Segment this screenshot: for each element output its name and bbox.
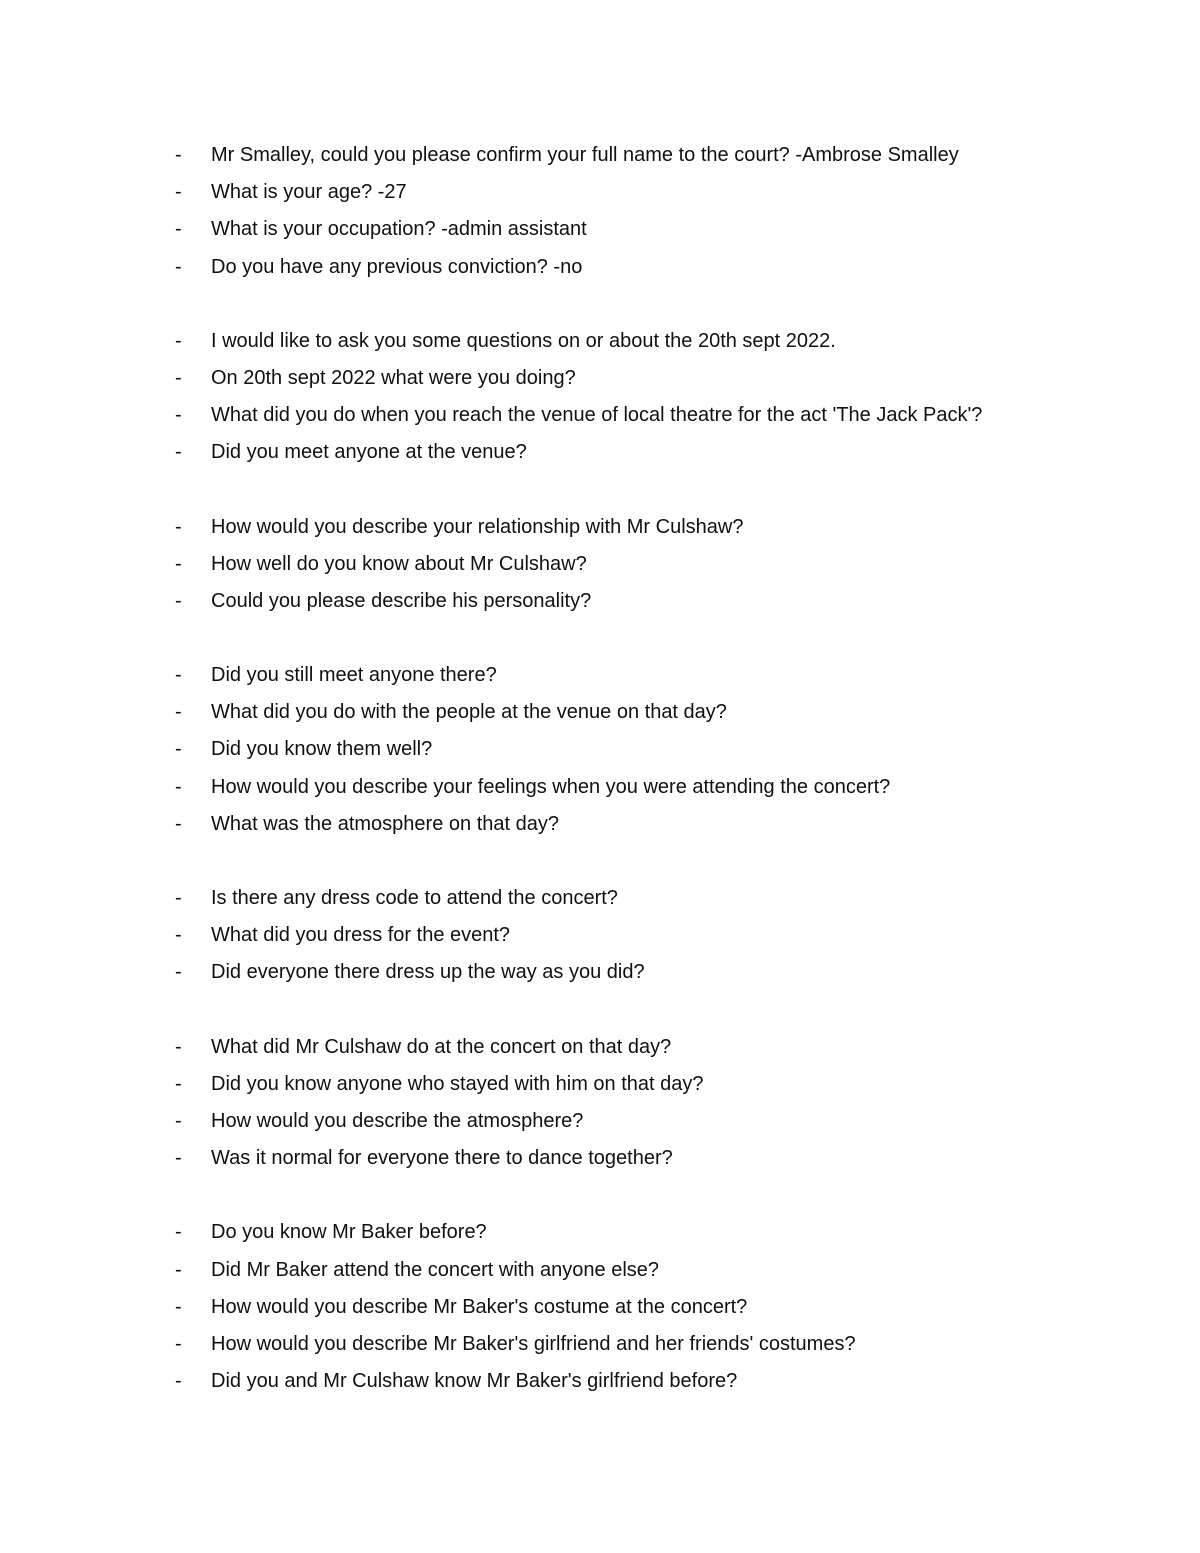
- question-group-dress-code: [175, 880, 1135, 992]
- list-item: [175, 546, 1135, 583]
- dash-bullet: -: [175, 515, 182, 538]
- question-text: Did you know anyone who stayed with him on that day?: [211, 1072, 704, 1095]
- list-item: [175, 1066, 1135, 1103]
- dash-bullet: -: [175, 1072, 182, 1095]
- list-item: [175, 917, 1135, 954]
- list-item: [175, 694, 1135, 731]
- question-text: How would you describe your feelings when you were attending the concert?: [211, 775, 891, 798]
- question-text: How would you describe your relationship with Mr Culshaw?: [211, 515, 744, 538]
- list-item: [175, 657, 1135, 694]
- list-item: [175, 806, 1135, 843]
- question-text: Did everyone there dress up the way as you did?: [211, 961, 645, 984]
- dash-bullet: -: [175, 552, 182, 575]
- question-text: Did you still meet anyone there?: [211, 664, 497, 687]
- question-text: What did you dress for the event?: [211, 924, 511, 947]
- dash-bullet: -: [175, 1147, 182, 1170]
- list-item: [175, 954, 1135, 991]
- dash-bullet: -: [175, 701, 182, 724]
- question-text: Do you know Mr Baker before?: [211, 1221, 487, 1244]
- question-text: How would you describe the atmosphere?: [211, 1109, 584, 1132]
- question-group-mr-baker: [175, 1214, 1135, 1400]
- question-list: [175, 137, 1135, 1437]
- list-item: [175, 1289, 1135, 1326]
- list-item: [175, 509, 1135, 546]
- question-text: What did Mr Culshaw do at the concert on that day?: [211, 1035, 672, 1058]
- list-item: [175, 137, 1135, 174]
- question-text: How would you describe Mr Baker's costume at the concert?: [211, 1295, 748, 1318]
- dash-bullet: -: [175, 664, 182, 687]
- list-item: [175, 434, 1135, 471]
- dash-bullet: -: [175, 255, 182, 278]
- question-text: I would like to ask you some questions on or about the 20th sept 2022.: [211, 329, 836, 352]
- list-item: [175, 211, 1135, 248]
- list-item: [175, 1326, 1135, 1363]
- dash-bullet: -: [175, 441, 182, 464]
- question-text: Did Mr Baker attend the concert with anyone else?: [211, 1258, 660, 1281]
- question-text: Did you and Mr Culshaw know Mr Baker's girlfriend before?: [211, 1370, 738, 1393]
- list-item: [175, 323, 1135, 360]
- dash-bullet: -: [175, 1295, 182, 1318]
- question-group-personal-details: [175, 137, 1135, 286]
- question-text: Do you have any previous conviction? -no: [211, 255, 583, 278]
- question-text: What is your age? -27: [211, 181, 407, 204]
- question-group-venue: [175, 657, 1135, 843]
- question-text: Did you know them well?: [211, 738, 433, 761]
- list-item: [175, 249, 1135, 286]
- question-text: What is your occupation? -admin assistant: [211, 218, 587, 241]
- question-text: Did you meet anyone at the venue?: [211, 441, 527, 464]
- question-group-culshaw-at-concert: [175, 1029, 1135, 1178]
- dash-bullet: -: [175, 775, 182, 798]
- list-item: [175, 880, 1135, 917]
- dash-bullet: -: [175, 924, 182, 947]
- dash-bullet: -: [175, 961, 182, 984]
- dash-bullet: -: [175, 589, 182, 612]
- list-item: [175, 1029, 1135, 1066]
- dash-bullet: -: [175, 181, 182, 204]
- list-item: [175, 1363, 1135, 1400]
- question-text: Was it normal for everyone there to dance together?: [211, 1147, 673, 1170]
- dash-bullet: -: [175, 1221, 182, 1244]
- question-text: Mr Smalley, could you please confirm your full name to the court? -Ambrose Smalley: [211, 144, 959, 166]
- question-text: On 20th sept 2022 what were you doing?: [211, 366, 576, 389]
- question-text: Could you please describe his personality?: [211, 589, 592, 612]
- question-text: Is there any dress code to attend the concert?: [211, 887, 618, 909]
- question-text: How would you describe Mr Baker's girlfriend and her friends' costumes?: [211, 1332, 856, 1355]
- list-item: [175, 1252, 1135, 1289]
- dash-bullet: -: [175, 404, 182, 427]
- dash-bullet: -: [175, 218, 182, 241]
- list-item: [175, 174, 1135, 211]
- question-text: What did you do when you reach the venue of local theatre for the act 'The Jack Pack'?: [211, 404, 983, 427]
- list-item: [175, 397, 1135, 434]
- list-item: [175, 360, 1135, 397]
- dash-bullet: -: [175, 329, 182, 352]
- question-text: How well do you know about Mr Culshaw?: [211, 552, 587, 575]
- question-text: What was the atmosphere on that day?: [211, 812, 559, 835]
- dash-bullet: -: [175, 1109, 182, 1132]
- dash-bullet: -: [175, 1258, 182, 1281]
- list-item: [175, 1103, 1135, 1140]
- list-item: [175, 1140, 1135, 1177]
- dash-bullet: -: [175, 144, 182, 166]
- dash-bullet: -: [175, 1035, 182, 1058]
- dash-bullet: -: [175, 1332, 182, 1355]
- dash-bullet: -: [175, 1370, 182, 1393]
- dash-bullet: -: [175, 887, 182, 909]
- question-group-relationship: [175, 509, 1135, 621]
- question-group-the-day: [175, 323, 1135, 472]
- dash-bullet: -: [175, 812, 182, 835]
- list-item: [175, 769, 1135, 806]
- question-text: What did you do with the people at the venue on that day?: [211, 701, 727, 724]
- list-item: [175, 583, 1135, 620]
- list-item: [175, 731, 1135, 768]
- dash-bullet: -: [175, 738, 182, 761]
- dash-bullet: -: [175, 366, 182, 389]
- list-item: [175, 1214, 1135, 1251]
